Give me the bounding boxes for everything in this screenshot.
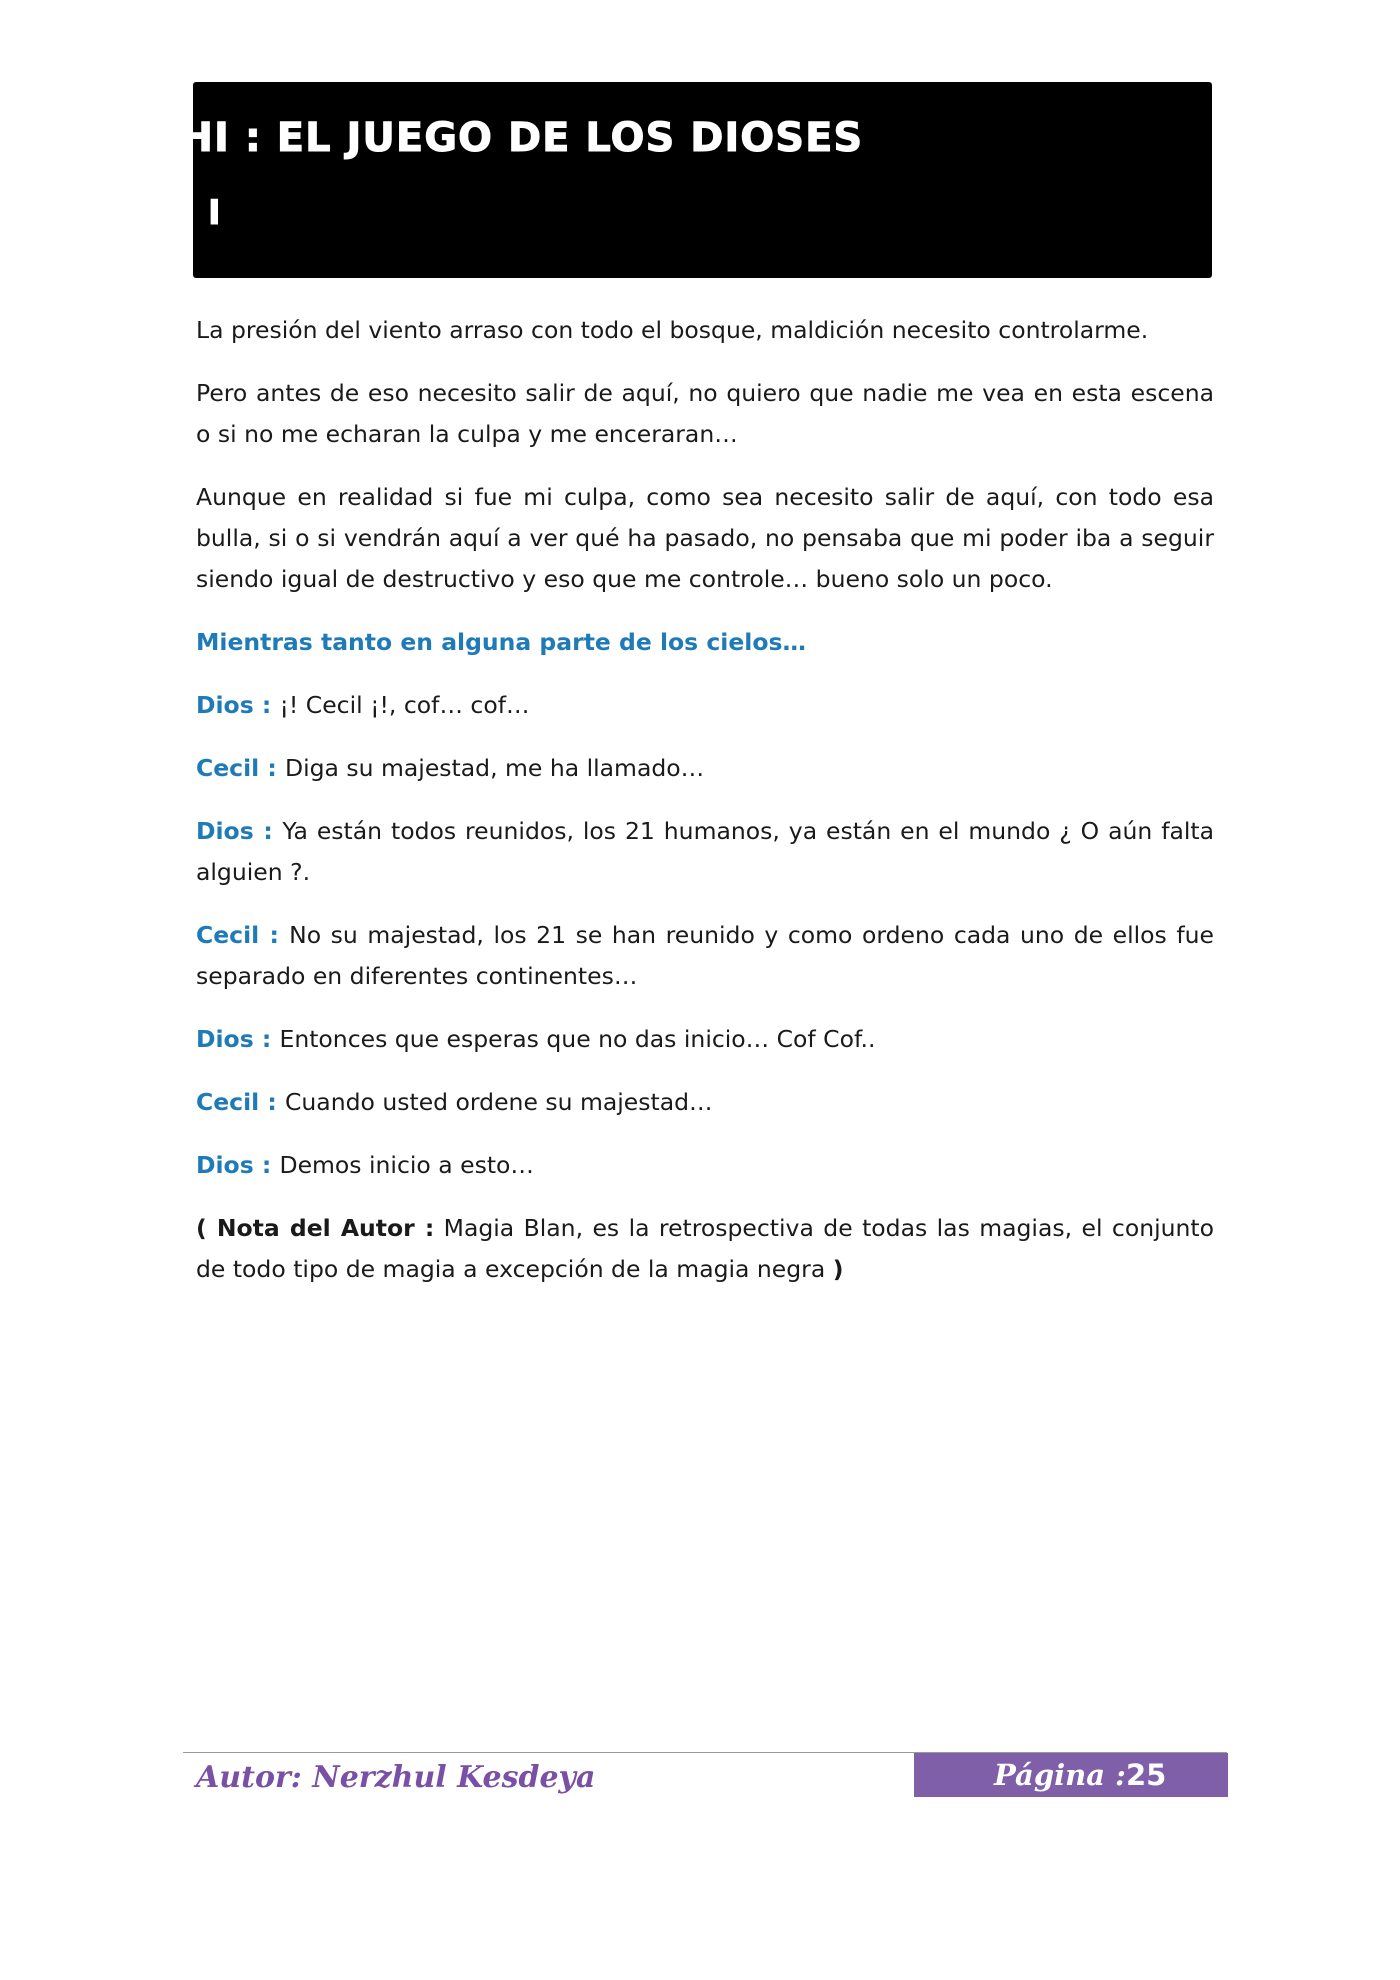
speaker-name: Cecil [196,754,260,782]
volume-title: VOLUMEN I [0,193,222,233]
note-label: Nota del Autor : [216,1214,435,1242]
speaker-name: Dios [196,1025,254,1053]
dialogue-line [196,915,1214,997]
speaker-separator: : [253,1151,280,1179]
scene-narration: Mientras tanto en alguna parte de los cielos… [196,628,806,656]
note-text: Magia Blan, es la retrospectiva de todas las magias, el conjunto de todo tipo de magia a excepción de la magia negra [196,1214,1215,1283]
speaker-separator: : [253,1025,280,1053]
dialogue-line [196,1082,1214,1123]
dialogue-line [196,748,1214,789]
dialogue-line [196,685,1214,726]
dialogue-text: Entonces que esperas que no das inicio… Cof Cof.. [279,1025,876,1053]
speaker-name: Cecil [196,921,260,949]
page-label: Página : [994,1758,1126,1792]
dialogue-text: Ya están todos reunidos, los 21 humanos, ya están en el mundo ¿ O aún falta alguien ?. [196,817,1215,886]
speaker-separator: : [253,817,283,845]
dialogue-line [196,811,1214,893]
speaker-name: Dios [196,691,254,719]
speaker-separator: : [259,1088,285,1116]
page-number: 25 [1126,1758,1167,1792]
speaker-name: Dios [196,1151,254,1179]
footer-author: Autor: Nerzhul Kesdeya [196,1760,596,1795]
dialogue-line [196,1145,1214,1186]
header-banner [193,82,1212,278]
speaker-separator: : [253,691,280,719]
page-body [196,310,1214,1312]
author-note [196,1208,1214,1290]
dialogue-text: Cuando usted ordene su majestad… [285,1088,713,1116]
book-title: ATARASHI : EL JUEGO DE LOS DIOSES [0,115,864,161]
speaker-name: Dios [196,817,254,845]
paragraph-1: La presión del viento arraso con todo el bosque, maldición necesito controlarme. [196,316,1149,344]
note-close-paren: ) [832,1255,844,1283]
note-open-paren: ( [196,1214,217,1242]
speaker-name: Cecil [196,1088,260,1116]
speaker-separator: : [259,921,290,949]
dialogue-text: ¡! Cecil ¡!, cof… cof… [279,691,530,719]
dialogue-text: No su majestad, los 21 se han reunido y como ordeno cada uno de ellos fue separado en diferentes continentes… [196,921,1214,990]
paragraph-3: Aunque en realidad si fue mi culpa, como sea necesito salir de aquí, con todo esa bulla, si o si vendrán aquí a ver qué ha pasado, no pensaba que mi poder iba a seguir siendo igual de destructivo y eso que me controle… bueno solo un poco. [196,483,1214,593]
dialogue-text: Diga su majestad, me ha llamado… [285,754,705,782]
paragraph-2: Pero antes de eso necesito salir de aquí, no quiero que nadie me vea en esta escena o si no me echaran la culpa y me enceraran… [196,379,1214,448]
dialogue-line [196,1019,1214,1060]
dialogue-text: Demos inicio a esto… [279,1151,534,1179]
speaker-separator: : [259,754,285,782]
page-number-box [914,1753,1228,1797]
